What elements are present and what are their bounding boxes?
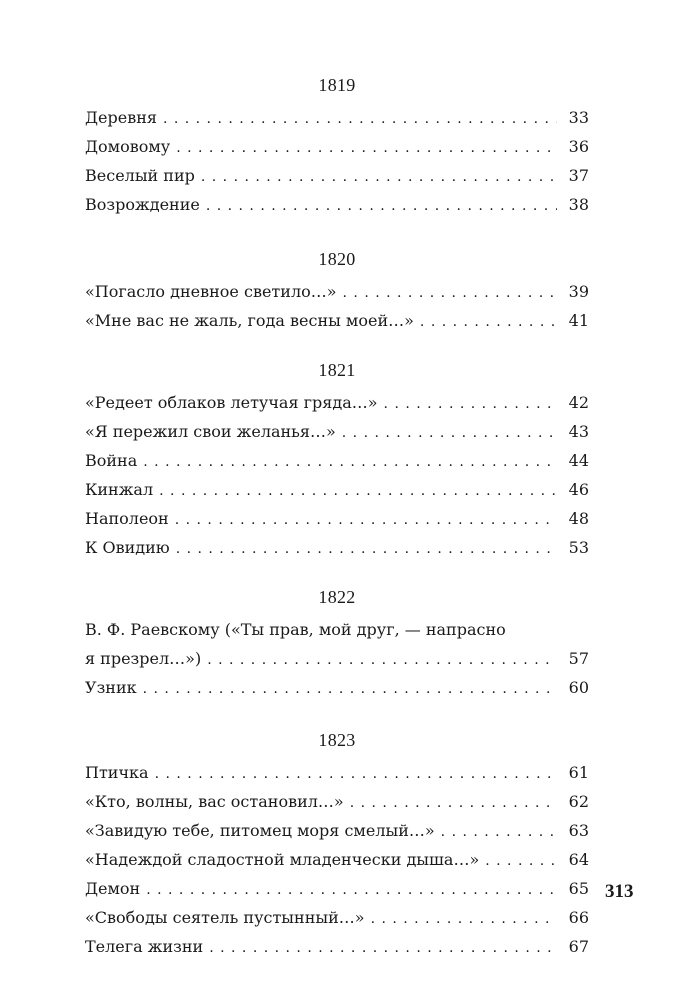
toc-entry: [85, 306, 589, 335]
dot-leader: [342, 419, 557, 448]
entry-title: Домовому: [85, 137, 171, 156]
entry-title: К Овидию: [85, 538, 170, 557]
toc-entry: [85, 475, 589, 504]
entry-page: 53: [568, 538, 589, 557]
dot-leader: [485, 847, 557, 876]
entry-page: 33: [568, 108, 589, 127]
toc-section-1820: [85, 246, 589, 335]
dot-leader: [163, 105, 557, 134]
dot-leader: [176, 134, 557, 163]
entry-title: Демон: [85, 879, 141, 898]
dot-leader: [176, 535, 557, 564]
entry-title: Узник: [85, 678, 137, 697]
entry-page: 65: [568, 879, 589, 898]
toc-entry: [85, 132, 589, 161]
entry-page: 63: [568, 821, 589, 840]
entry-page: 62: [568, 792, 589, 811]
toc-entry: [85, 758, 589, 787]
dot-leader: [159, 477, 557, 506]
dot-leader: [420, 308, 557, 337]
entry-page: 44: [568, 451, 589, 470]
toc-entry: [85, 388, 589, 417]
page-number: 313: [605, 881, 634, 902]
entry-title: «Мне вас не жаль, года весны моей…»: [85, 311, 414, 330]
entry-page: 41: [568, 311, 589, 330]
dot-leader: [146, 876, 557, 905]
dot-leader: [343, 279, 557, 308]
entry-page: 48: [568, 509, 589, 528]
entry-continuation: [85, 644, 589, 673]
entry-page: 38: [568, 195, 589, 214]
entry-page: 36: [568, 137, 589, 156]
toc-entry: [85, 845, 589, 874]
toc-entry: [85, 615, 589, 673]
entry-page: 61: [568, 763, 589, 782]
toc-entry: [85, 903, 589, 932]
entry-title: Кинжал: [85, 480, 154, 499]
entry-title: Возрождение: [85, 195, 200, 214]
section-year: 1820: [318, 249, 356, 269]
dot-leader: [441, 818, 557, 847]
entry-title-line1: В. Ф. Раевскому («Ты прав, мой друг, — напрасно: [85, 620, 506, 639]
entry-page: 67: [568, 937, 589, 956]
table-of-contents: [85, 72, 589, 961]
entry-page: 57: [568, 649, 589, 668]
dot-leader: [143, 448, 557, 477]
toc-entry: [85, 673, 589, 702]
toc-entry: [85, 874, 589, 903]
entry-page: 60: [568, 678, 589, 697]
toc-entry: [85, 417, 589, 446]
entry-title: «Погасло дневное светило…»: [85, 282, 337, 301]
entry-title: Наполеон: [85, 509, 169, 528]
section-year: 1823: [318, 730, 356, 750]
dot-leader: [209, 934, 557, 963]
toc-entry: [85, 190, 589, 219]
section-year: 1822: [318, 587, 356, 607]
entry-title: Птичка: [85, 763, 149, 782]
entry-title: «Завидую тебе, питомец моря смелый…»: [85, 821, 435, 840]
entry-title: «Редеет облаков летучая гряда…»: [85, 393, 378, 412]
entry-title: Веселый пир: [85, 166, 195, 185]
entry-page: 42: [568, 393, 589, 412]
entry-page: 39: [568, 282, 589, 301]
toc-entry: [85, 816, 589, 845]
dot-leader: [206, 192, 557, 221]
entry-page: 64: [568, 850, 589, 869]
entry-title-line2: я презрел…»): [85, 649, 202, 668]
entry-page: 43: [568, 422, 589, 441]
toc-entry: [85, 277, 589, 306]
entry-title: Война: [85, 451, 138, 470]
dot-leader: [143, 675, 557, 704]
toc-section-1822: [85, 584, 589, 702]
dot-leader: [371, 905, 557, 934]
dot-leader: [350, 789, 557, 818]
dot-leader: [175, 506, 557, 535]
toc-entry: [85, 504, 589, 533]
toc-entry: [85, 161, 589, 190]
dot-leader: [155, 760, 557, 789]
entry-page: 37: [568, 166, 589, 185]
toc-entry: [85, 787, 589, 816]
section-year: 1819: [318, 75, 356, 95]
dot-leader: [201, 163, 557, 192]
entry-title: Деревня: [85, 108, 157, 127]
entry-title: «Надеждой сладостной младенчески дыша…»: [85, 850, 480, 869]
entry-title: «Я пережил свои желанья…»: [85, 422, 336, 441]
toc-entry: [85, 446, 589, 475]
toc-section-1821: [85, 357, 589, 562]
entry-page: 46: [568, 480, 589, 499]
toc-entry: [85, 932, 589, 961]
toc-entry: [85, 533, 589, 562]
section-year: 1821: [318, 360, 356, 380]
toc-entry: [85, 103, 589, 132]
toc-section-1823: [85, 727, 589, 961]
entry-title: «Кто, волны, вас остановил…»: [85, 792, 344, 811]
entry-page: 66: [568, 908, 589, 927]
toc-section-1819: [85, 72, 589, 219]
entry-title: Телега жизни: [85, 937, 204, 956]
dot-leader: [207, 646, 557, 675]
entry-title: «Свободы сеятель пустынный…»: [85, 908, 365, 927]
dot-leader: [384, 390, 557, 419]
